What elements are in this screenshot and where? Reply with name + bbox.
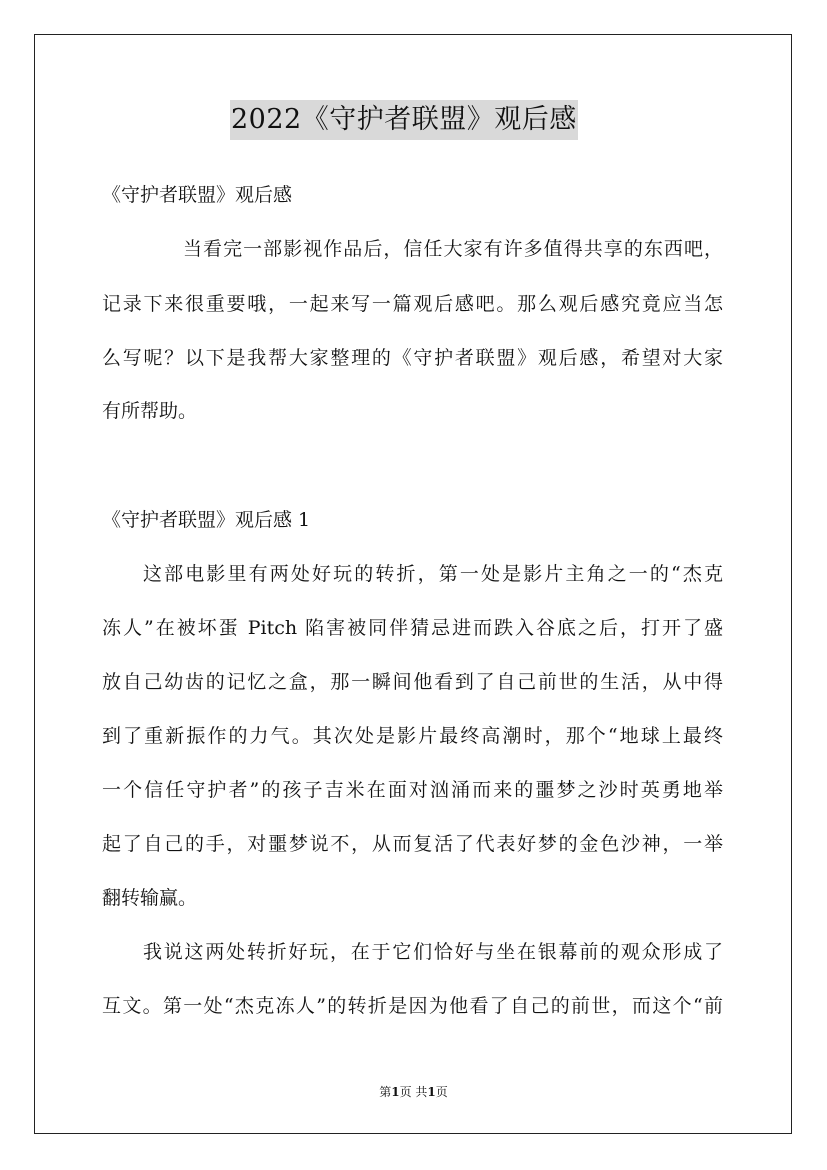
footer-mid: 页 共 bbox=[399, 1085, 428, 1099]
paragraph-line: 我说这两处转折好玩，在于它们恰好与坐在银幕前的观众形成了 bbox=[143, 941, 723, 963]
paragraph-line: 冻人”在被坏蛋 Pitch 陷害被同伴猜忌进而跌入谷底之后，打开了盛 bbox=[102, 617, 723, 639]
paragraph-line: 互文。第一处“杰克冻人”的转折是因为他看了自己的前世，而这个“前 bbox=[102, 995, 723, 1017]
paragraph-line: 到了重新振作的力气。其次处是影片最终高潮时，那个“地球上最终 bbox=[102, 725, 723, 747]
document-subtitle: 《守护者联盟》观后感 bbox=[102, 184, 293, 206]
intro-line: 当看完一部影视作品后，信任大家有许多值得共享的东西吧， bbox=[183, 238, 723, 260]
intro-line: 么写呢？以下是我帮大家整理的《守护者联盟》观后感，希望对大家 bbox=[102, 347, 723, 369]
footer-page-number: 1 bbox=[391, 1085, 400, 1099]
intro-line: 记录下来很重要哦，一起来写一篇观后感吧。那么观后感究竟应当怎 bbox=[102, 293, 723, 315]
intro-line: 有所帮助。 bbox=[102, 400, 198, 422]
paragraph-line: 一个信任守护者”的孩子吉米在面对汹涌而来的噩梦之沙时英勇地举 bbox=[102, 779, 723, 801]
page-footer bbox=[0, 1084, 827, 1100]
paragraph-line: 翻转输赢。 bbox=[102, 887, 198, 909]
footer-suffix: 页 bbox=[435, 1085, 448, 1099]
footer-prefix: 第 bbox=[379, 1085, 392, 1099]
section-heading: 《守护者联盟》观后感 1 bbox=[102, 509, 311, 531]
paragraph-line: 这部电影里有两处好玩的转折，第一处是影片主角之一的“杰克 bbox=[143, 563, 723, 585]
footer-total-pages: 1 bbox=[427, 1085, 436, 1099]
document-title: 2022《守护者联盟》观后感 bbox=[230, 100, 578, 140]
paragraph-line: 起了自己的手，对噩梦说不，从而复活了代表好梦的金色沙神，一举 bbox=[102, 833, 723, 855]
paragraph-line: 放自己幼齿的记忆之盒，那一瞬间他看到了自己前世的生活，从中得 bbox=[102, 671, 723, 693]
